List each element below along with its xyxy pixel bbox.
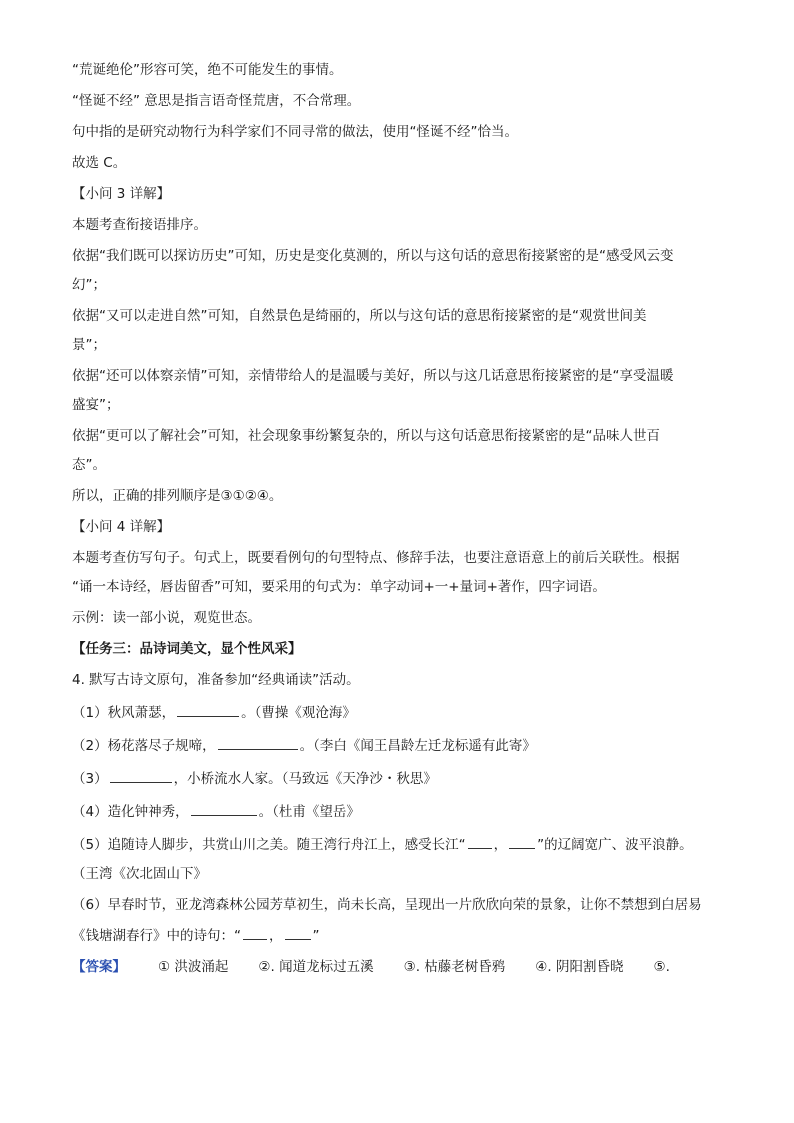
- answer-item: ④. 阴阳割昏晓: [535, 959, 624, 975]
- text-line: 依据“我们既可以探访历史”可知，历史是变化莫测的，所以与这句话的意思衔接紧密的是“感受风云变: [72, 248, 674, 264]
- question-item-3: （3） ，小桥流水人家。（马致远《天净沙・秋思》: [72, 771, 437, 787]
- text-line: “诵一本诗经，唇齿留香”可知，要采用的句式为：单字动词+一+量词+著作，四字词语。: [72, 579, 606, 595]
- text-line: 依据“又可以走进自然”可知，自然景色是绮丽的，所以与这句话的意思衔接紧密的是“观赏世间美: [72, 308, 647, 324]
- answer-blank[interactable]: [509, 835, 535, 849]
- answer-blank[interactable]: [110, 769, 172, 783]
- subsection-heading: 【小问 4 详解】: [72, 519, 171, 535]
- answer-item: ②. 闻道龙标过五溪: [258, 959, 374, 975]
- text-line: 依据“更可以了解社会”可知，社会现象事纷繁复杂的，所以与这句话意思衔接紧密的是“品味人世百: [72, 428, 660, 444]
- text-line: 所以，正确的排列顺序是③①②④。: [72, 488, 283, 504]
- text-line: 态”。: [72, 457, 106, 473]
- answer-blank[interactable]: [468, 835, 492, 849]
- question-item-6-cont: 《钱塘湖春行》中的诗句：“ ， ”: [72, 928, 320, 944]
- answer-item: ⑤.: [653, 959, 670, 975]
- text-line: “怪诞不经” 意思是指言语奇怪荒唐，不合常理。: [72, 93, 361, 109]
- subsection-heading: 【小问 3 详解】: [72, 186, 171, 202]
- text-line: 本题考查仿写句子。句式上，既要看例句的句型特点、修辞手法，也要注意语意上的前后关联性。根据: [72, 550, 680, 566]
- document-page: [72, 62, 732, 975]
- answer-blank[interactable]: [191, 802, 257, 816]
- question-item-5: （5）追随诗人脚步，共赏山川之美。随王湾行舟江上，感受长江“ ， ”的辽阔宽广、波平浪静。: [72, 837, 693, 853]
- answer-row: [72, 959, 732, 975]
- text-line: 景”；: [72, 337, 106, 353]
- question-item-1: （1）秋风萧瑟， 。（曹操《观沧海》: [72, 705, 356, 721]
- answer-item: ③. 枯藤老树昏鸦: [403, 959, 506, 975]
- answer-blank[interactable]: [218, 736, 298, 750]
- answer-tag: 【答案】: [72, 959, 126, 975]
- text-line: 示例：读一部小说，观览世态。: [72, 610, 261, 626]
- answer-item: ① 洪波涌起: [158, 959, 229, 975]
- question-item-2: （2）杨花落尽子规啼， 。（李白《闻王昌龄左迁龙标遥有此寄》: [72, 738, 536, 754]
- question-item-6: （6）早春时节，亚龙湾森林公园芳草初生，尚未长高，呈现出一片欣欣向荣的景象，让你不禁想到白居易: [72, 897, 702, 913]
- section-title: 【任务三：品诗词美文，显个性风采】: [72, 641, 302, 657]
- text-line: 句中指的是研究动物行为科学家们不同寻常的做法，使用“怪诞不经”恰当。: [72, 124, 518, 140]
- question-intro: 4. 默写古诗文原句，准备参加“经典诵读”活动。: [72, 672, 360, 688]
- answer-blank[interactable]: [285, 926, 311, 940]
- text-line: 依据“还可以体察亲情”可知，亲情带给人的是温暖与美好，所以与这几话意思衔接紧密的是“享受温暖: [72, 368, 674, 384]
- question-item-5-source: （王湾《次北固山下》: [72, 866, 207, 882]
- text-line: 盛宴”；: [72, 397, 120, 413]
- text-line: 幻”；: [72, 277, 106, 293]
- text-line: 故选 C。: [72, 155, 127, 171]
- text-line: “荒诞绝伦”形容可笑，绝不可能发生的事情。: [72, 62, 343, 78]
- question-item-4: （4）造化钟神秀， 。（杜甫《望岳》: [72, 804, 360, 820]
- answer-blank[interactable]: [177, 703, 239, 717]
- answer-blank[interactable]: [243, 926, 267, 940]
- text-line: 本题考查衔接语排序。: [72, 217, 207, 233]
